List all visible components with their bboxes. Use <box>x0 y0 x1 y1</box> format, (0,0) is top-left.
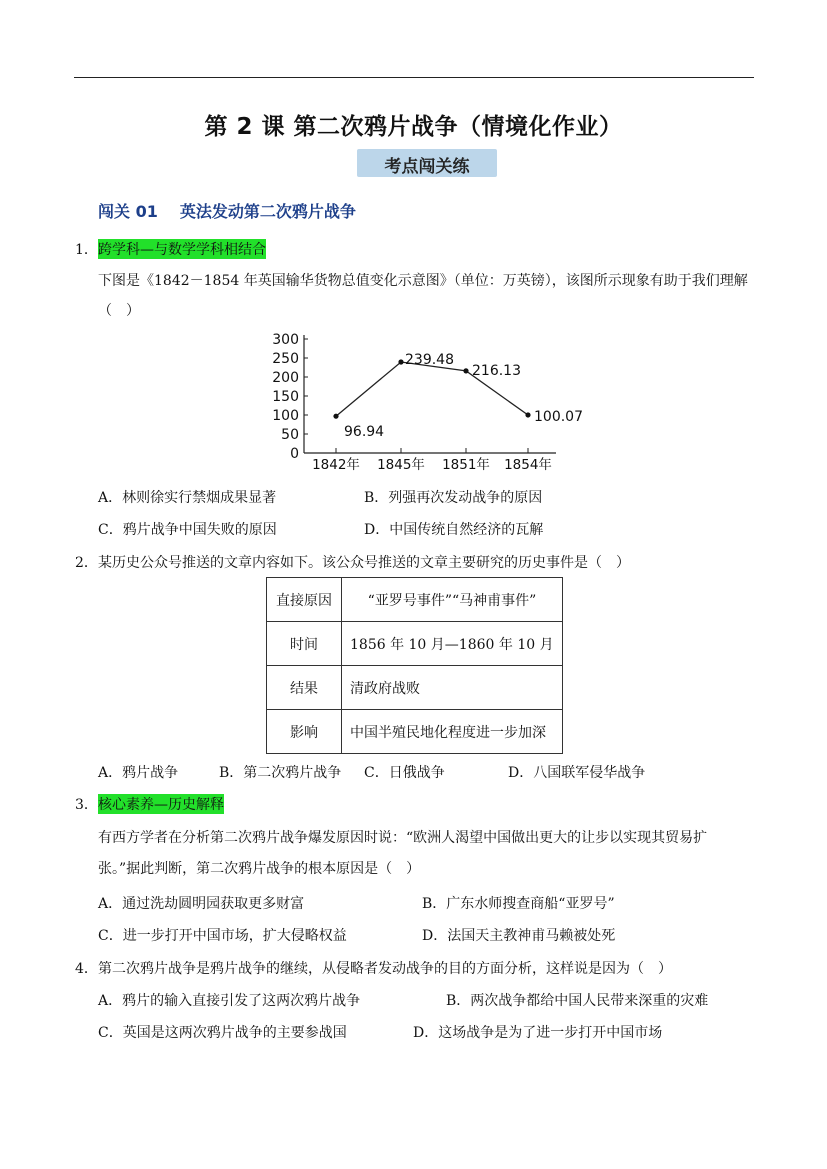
q4-option-a: A．鸦片的输入直接引发了这两次鸦片战争 <box>98 993 361 1009</box>
data-point <box>525 412 530 417</box>
x-tick-label: 1845年 <box>377 457 425 473</box>
table-row <box>267 710 563 754</box>
q3-tag: 核心素养—历史解释 <box>98 794 224 814</box>
x-tick-label: 1854年 <box>504 457 552 473</box>
page-title: 第 2 课 第二次鸦片战争（情境化作业） <box>204 114 623 140</box>
q1-tag: 跨学科—与数学学科相结合 <box>98 239 266 259</box>
q1-stem-line1: 下图是《1842－1854 年英国输华货物总值变化示意图》（单位：万英镑），该图所示现象有助于我们理解 <box>98 273 748 289</box>
x-tick-label: 1842年 <box>312 457 360 473</box>
section-code: 闯关 01 <box>98 202 158 221</box>
q1-stem-line2: （ ） <box>98 303 140 319</box>
table-value: 1856 年 10 月—1860 年 10 月 <box>342 622 563 666</box>
data-point <box>398 359 403 364</box>
section-heading <box>98 199 356 222</box>
q1-option-b: B．列强再次发动战争的原因 <box>364 490 543 506</box>
section-name: 英法发动第二次鸦片战争 <box>179 202 356 221</box>
q3-option-d: D．法国天主教神甫马赖被处死 <box>422 928 616 944</box>
q3-option-b: B．广东水师搜查商船“亚罗号” <box>422 896 615 912</box>
data-label: 96.94 <box>344 424 385 441</box>
y-tick-label: 100 <box>272 408 299 424</box>
q2-option-b: B．第二次鸦片战争 <box>219 765 342 781</box>
y-tick-label: 150 <box>272 389 299 405</box>
q4-option-b: B．两次战争都给中国人民带来深重的灾难 <box>446 993 709 1009</box>
q1-option-a: A．林则徐实行禁烟成果显著 <box>98 490 277 506</box>
q3-stem-line2: 张。”据此判断，第二次鸦片战争的根本原因是（ ） <box>98 861 421 877</box>
q3-stem-line1: 有西方学者在分析第二次鸦片战争爆发原因时说：“欧洲人渴望中国做出更大的让步以实现其贸易扩 <box>98 830 708 846</box>
q2-option-a: A．鸦片战争 <box>98 765 179 781</box>
table-key: 直接原因 <box>267 578 342 622</box>
table-key: 时间 <box>267 622 342 666</box>
q4-option-d: D．这场战争是为了进一步打开中国市场 <box>413 1025 663 1041</box>
data-label: 216.13 <box>472 362 521 379</box>
data-point <box>463 368 468 373</box>
q1-option-d: D．中国传统自然经济的瓦解 <box>364 522 544 538</box>
export-line-chart <box>266 324 586 474</box>
q2-stem: 某历史公众号推送的文章内容如下。该公众号推送的文章主要研究的历史事件是（ ） <box>98 555 630 571</box>
table-row <box>267 622 563 666</box>
event-table <box>266 577 563 754</box>
table-value: 中国半殖民地化程度进一步加深 <box>342 710 563 754</box>
data-point <box>333 414 338 419</box>
q1-option-c: C．鸦片战争中国失败的原因 <box>98 522 277 538</box>
header-rule <box>74 77 754 78</box>
table-key: 影响 <box>267 710 342 754</box>
data-label: 100.07 <box>534 408 583 425</box>
badge-label: 考点闯关练 <box>384 157 470 177</box>
q3-number: 3． <box>75 797 98 813</box>
q1-number: 1． <box>75 242 98 258</box>
q2-option-c: C．日俄战争 <box>364 765 445 781</box>
table-key: 结果 <box>267 666 342 710</box>
y-tick-label: 0 <box>290 446 299 462</box>
q3-option-a: A．通过洗劫圆明园获取更多财富 <box>98 896 305 912</box>
section-badge <box>357 149 497 177</box>
y-tick-label: 50 <box>281 427 299 443</box>
q4-number: 4． <box>75 961 98 977</box>
table-value: 清政府战败 <box>342 666 563 710</box>
q2-number: 2． <box>75 555 98 571</box>
q4-option-c: C．英国是这两次鸦片战争的主要参战国 <box>98 1025 347 1041</box>
x-tick-label: 1851年 <box>442 457 490 473</box>
q3-option-c: C．进一步打开中国市场，扩大侵略权益 <box>98 928 347 944</box>
y-tick-label: 300 <box>272 332 299 348</box>
table-row <box>267 666 563 710</box>
table-row <box>267 578 563 622</box>
q4-stem: 第二次鸦片战争是鸦片战争的继续，从侵略者发动战争的目的方面分析，这样说是因为（ ） <box>98 961 672 977</box>
table-value: “亚罗号事件”“马神甫事件” <box>342 578 563 622</box>
data-label: 239.48 <box>405 351 454 368</box>
q2-option-d: D．八国联军侵华战争 <box>508 765 646 781</box>
y-tick-label: 200 <box>272 370 299 386</box>
y-tick-label: 250 <box>272 351 299 367</box>
